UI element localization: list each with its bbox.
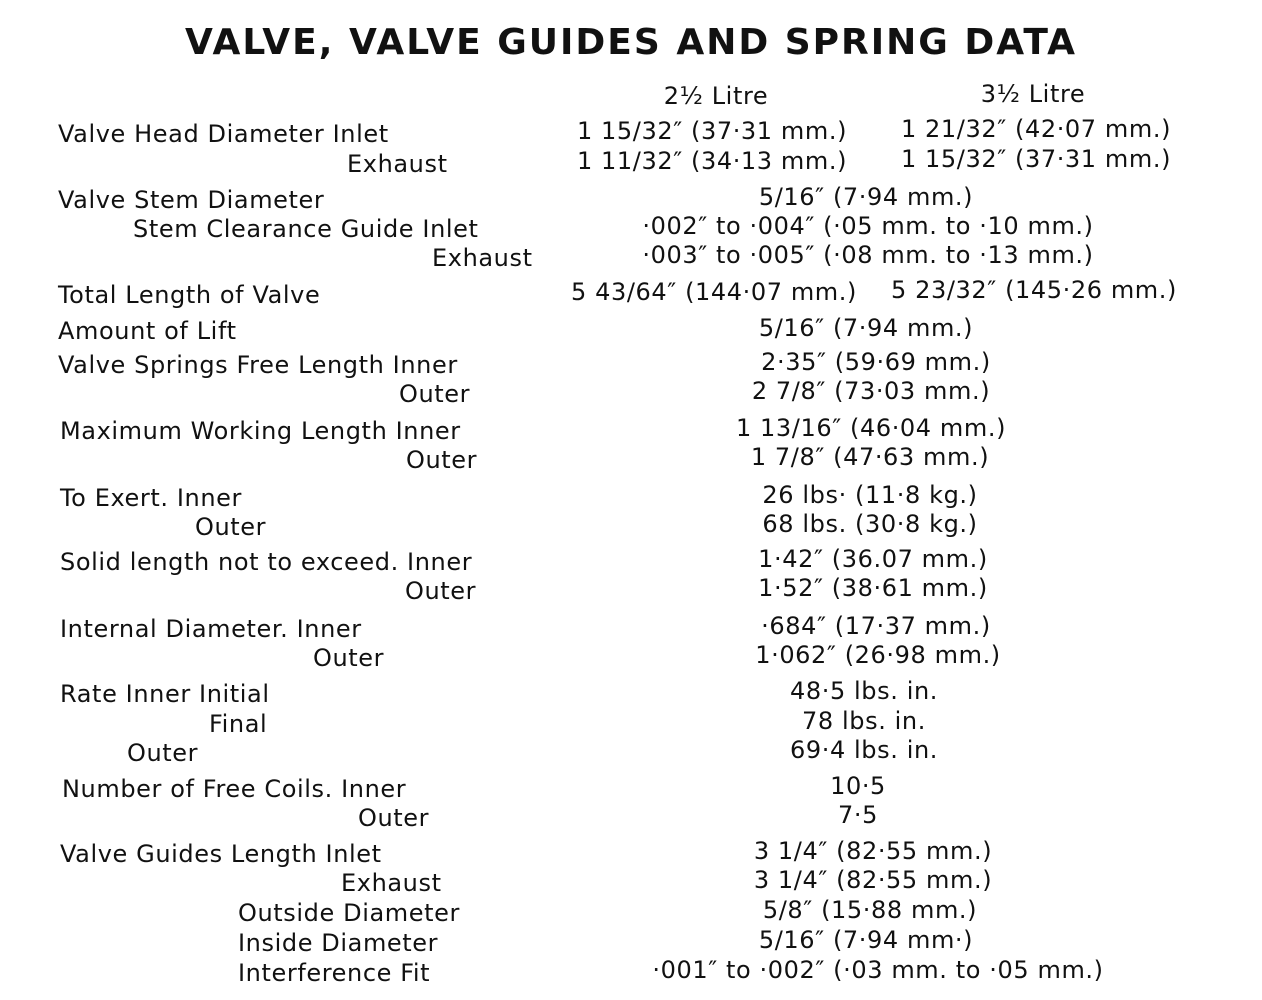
value-free-length-inner: 2·35″ (59·69 mm.)	[761, 348, 991, 376]
value-working-length-outer: 1 7/8″ (47·63 mm.)	[750, 443, 990, 471]
value-free-coils-inner: 10·5	[830, 772, 886, 800]
label-stem-clearance-exhaust: Exhaust	[432, 244, 533, 272]
label-free-coils-inner: Number of Free Coils. Inner	[62, 775, 407, 803]
value-rate-initial: 48·5 lbs. in.	[789, 677, 939, 705]
value-free-length-outer: 2 7/8″ (73·03 mm.)	[751, 377, 991, 405]
value-stem-clearance-inlet: ·002″ to ·004″ (·05 mm. to ·10 mm.)	[642, 212, 1094, 240]
label-valve-guides-exhaust: Exhaust	[341, 869, 442, 897]
label-rate-inner-initial: Rate Inner Initial	[60, 680, 270, 708]
label-to-exert-inner: To Exert. Inner	[60, 484, 242, 512]
label-valve-head-exhaust: Exhaust	[347, 150, 448, 178]
value-solid-length-inner: 1·42″ (36.07 mm.)	[758, 545, 988, 573]
value-working-length-inner: 1 13/16″ (46·04 mm.)	[735, 414, 1007, 442]
value-amount-of-lift: 5/16″ (7·94 mm.)	[758, 314, 974, 342]
value-valve-guides-inlet: 3 1/4″ (82·55 mm.)	[753, 837, 993, 865]
value-total-length-2-5: 5 43/64″ (144·07 mm.)	[571, 278, 857, 306]
value-to-exert-inner: 26 lbs· (11·8 kg.)	[762, 481, 978, 509]
label-interference-fit: Interference Fit	[238, 959, 431, 987]
page-title: VALVE, VALVE GUIDES AND SPRING DATA	[185, 22, 1077, 63]
label-internal-diameter-outer: Outer	[313, 644, 385, 672]
label-amount-of-lift: Amount of Lift	[58, 317, 237, 345]
label-rate-final: Final	[209, 710, 268, 738]
label-to-exert-outer: Outer	[195, 513, 267, 541]
value-valve-guides-exhaust: 3 1/4″ (82·55 mm.)	[753, 866, 993, 894]
label-free-coils-outer: Outer	[358, 804, 430, 832]
value-head-exhaust-2-5: 1 11/32″ (34·13 mm.)	[576, 147, 848, 175]
value-rate-outer: 69·4 lbs. in.	[789, 736, 939, 764]
value-inside-diameter: 5/16″ (7·94 mm·)	[758, 926, 974, 954]
value-outside-diameter: 5/8″ (15·88 mm.)	[762, 896, 978, 924]
value-solid-length-outer: 1·52″ (38·61 mm.)	[758, 574, 988, 602]
label-valve-guides-length-inlet: Valve Guides Length Inlet	[60, 840, 382, 868]
value-internal-diameter-outer: 1·062″ (26·98 mm.)	[755, 641, 1001, 669]
label-stem-clearance-inlet: Stem Clearance Guide Inlet	[133, 215, 479, 243]
label-free-length-outer: Outer	[399, 380, 471, 408]
label-solid-length-outer: Outer	[405, 577, 477, 605]
value-valve-stem-diameter: 5/16″ (7·94 mm.)	[758, 183, 974, 211]
column-header-2-5-litre: 2½ Litre	[663, 82, 769, 110]
value-free-coils-outer: 7·5	[838, 801, 878, 829]
value-interference-fit: ·001″ to ·002″ (·03 mm. to ·05 mm.)	[652, 956, 1104, 984]
label-free-length-inner: Valve Springs Free Length Inner	[58, 351, 458, 379]
label-valve-stem-diameter: Valve Stem Diameter	[58, 186, 325, 214]
value-rate-final: 78 lbs. in.	[802, 707, 926, 735]
label-solid-length-inner: Solid length not to exceed. Inner	[60, 548, 473, 576]
value-stem-clearance-exhaust: ·003″ to ·005″ (·08 mm. to ·13 mm.)	[642, 241, 1094, 269]
column-header-3-5-litre: 3½ Litre	[980, 80, 1086, 108]
label-inside-diameter: Inside Diameter	[238, 929, 439, 957]
label-valve-head-diameter-inlet: Valve Head Diameter Inlet	[58, 120, 389, 148]
label-internal-diameter-inner: Internal Diameter. Inner	[60, 615, 362, 643]
label-total-length: Total Length of Valve	[58, 281, 321, 309]
value-head-inlet-2-5: 1 15/32″ (37·31 mm.)	[576, 117, 848, 145]
value-total-length-3-5: 5 23/32″ (145·26 mm.)	[891, 276, 1177, 304]
value-head-inlet-3-5: 1 21/32″ (42·07 mm.)	[900, 115, 1172, 143]
label-rate-outer: Outer	[127, 739, 199, 767]
label-working-length-inner: Maximum Working Length Inner	[60, 417, 461, 445]
label-outside-diameter: Outside Diameter	[238, 899, 460, 927]
value-internal-diameter-inner: ·684″ (17·37 mm.)	[761, 612, 991, 640]
value-head-exhaust-3-5: 1 15/32″ (37·31 mm.)	[900, 145, 1172, 173]
value-to-exert-outer: 68 lbs. (30·8 kg.)	[762, 510, 978, 538]
label-working-length-outer: Outer	[406, 446, 478, 474]
